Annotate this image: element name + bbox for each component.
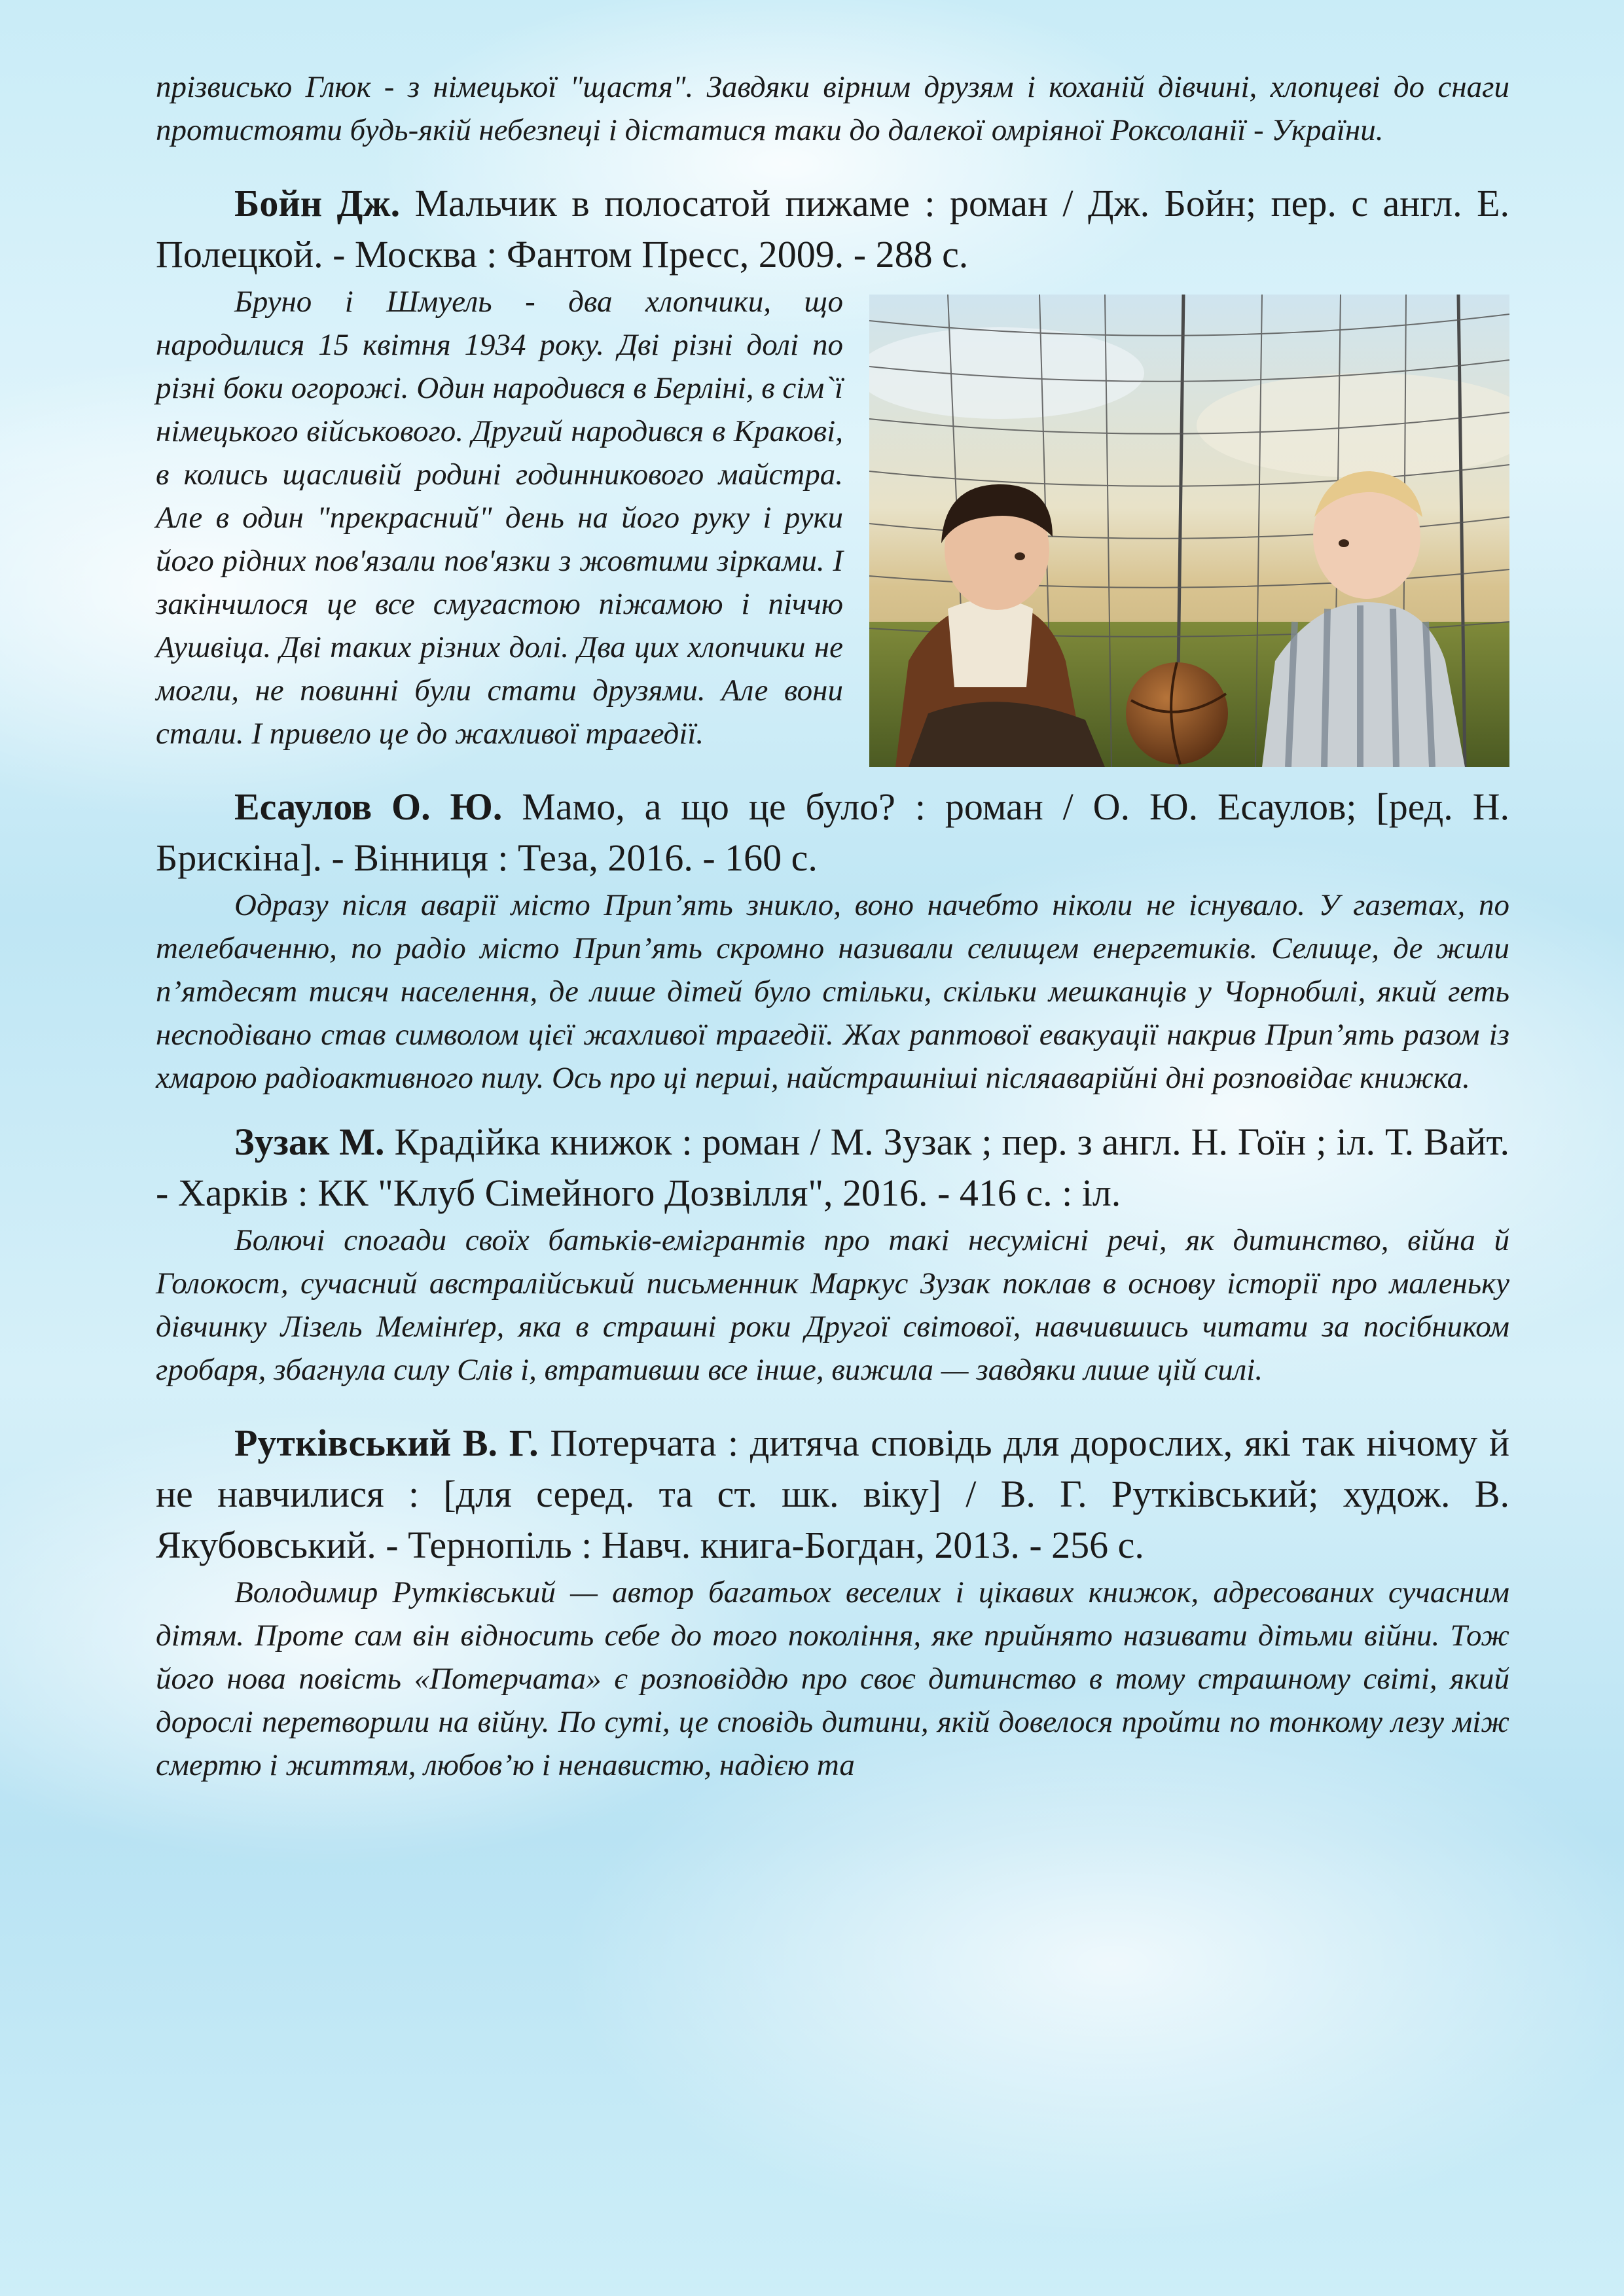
book-author: Есаулов О. Ю.	[234, 785, 503, 828]
intro-annotation: прізвисько Глюк - з німецької "щастя". Завдяки вірним друзям і коханій дівчині, хлопцеві до снаги протистояти будь-якій небезпеці і дістатися таки до далекої омріяної Роксоланії - України.	[156, 70, 1509, 147]
book-biblio: Потерчата : дитяча сповідь для дорослих, які так нічому й не навчилися : [для серед. та ст. шк. віку] / В. Г. Рутківський; худож. В. Якубовський. - Тернопіль : Навч. книга-Богдан, 2013. - 256 с.	[156, 1422, 1509, 1566]
book-author: Рутківський В. Г.	[234, 1422, 539, 1464]
book-entry-zusak	[156, 1117, 1509, 1219]
book-biblio: Крадійка книжок : роман / М. Зузак ; пер. з англ. Н. Гоїн ; іл. Т. Вайт. - Харків : КК "Клуб Сімейного Дозвілля", 2016. - 416 с. : іл.	[156, 1121, 1509, 1214]
book-annotation-rutkivsky: Володимир Рутківський — автор багатьох веселих і цікавих книжок, адресованих сучасним дітям. Проте сам він відносить себе до того покоління, яке прийнято називати дітьми війни. Тож його нова повість «Потерчата» є розповіддю про своє дитинство в тому страшному світі, який дорослі перетворили на війну. По суті, це сповідь дитини, якій довелося пройти по тонкому лезу між смертю і життям, любов’ю і ненавистю, надією та	[156, 1575, 1509, 1782]
book-annotation-zusak: Болючі спогади своїх батьків-емігрантів про такі несумісні речі, як дитинство, війна й Голокост, сучасний австралійський письменник Маркус Зузак поклав в основу історії про маленьку дівчинку Лізель Мемінґер, яка в страшні роки Другої світової, навчившись читати за посібником гробаря, збагнула силу Слів і, втративши все інше, вижила — завдяки лише цій силі.	[156, 1223, 1509, 1387]
book-biblio: Мамо, а що це було? : роман / О. Ю. Есаулов; [ред. Н. Брискіна]. - Вінниця : Теза, 2016. - 160 с.	[156, 785, 1509, 879]
book-annotation-esaulov: Одразу після аварії місто Прип’ять зникло, воно начебто ніколи не існувало. У газетах, по телебаченню, по радіо місто Прип’ять скромно називали селищем енергетиків. Селище, де жили п’ятдесят тисяч населення, де лише дітей було стільки, скільки мешканців у Чорнобилі, який геть несподівано став символом цієї жахливої трагедії. Жах раптової евакуації накрив Прип’ять разом із хмарою радіоактивного пилу. Ось про ці перші, найстрашніші післяаварійні дні розповідає книжка.	[156, 888, 1509, 1095]
book-annotation-boyne: Бруно і Шмуель - два хлопчики, що народилися 15 квітня 1934 року. Дві різні долі по різні боки огорожі. Один народився в Берліні, в сім`ї німецького військового. Другий народився в Кракові, в колись щасливій родині годинникового майстра. Але в один "прекрасний" день на його руку і руки його рідних пов'язали пов'язки з жовтими зірками. І закінчилося це все смугастою піжамою і піччю Аушвіца. Дві таких різних долі. Два цих хлопчики не могли, не повинні були стати друзями. Але вони стали. І привело це до жахливої трагедії.	[156, 285, 843, 751]
book-author: Зузак М.	[234, 1121, 385, 1163]
book-biblio: Мальчик в полосатой пижаме : роман / Дж. Бойн; пер. с англ. Е. Полецкой. - Москва : Фантом Пресс, 2009. - 288 с.	[156, 182, 1510, 276]
page-content	[156, 65, 1509, 1787]
book-author: Бойн Дж.	[234, 182, 401, 224]
book-entry-boyne	[156, 178, 1509, 280]
book-entry-esaulov	[156, 781, 1509, 884]
book-illustration-image	[869, 295, 1509, 767]
book-entry-rutkivsky	[156, 1418, 1509, 1571]
